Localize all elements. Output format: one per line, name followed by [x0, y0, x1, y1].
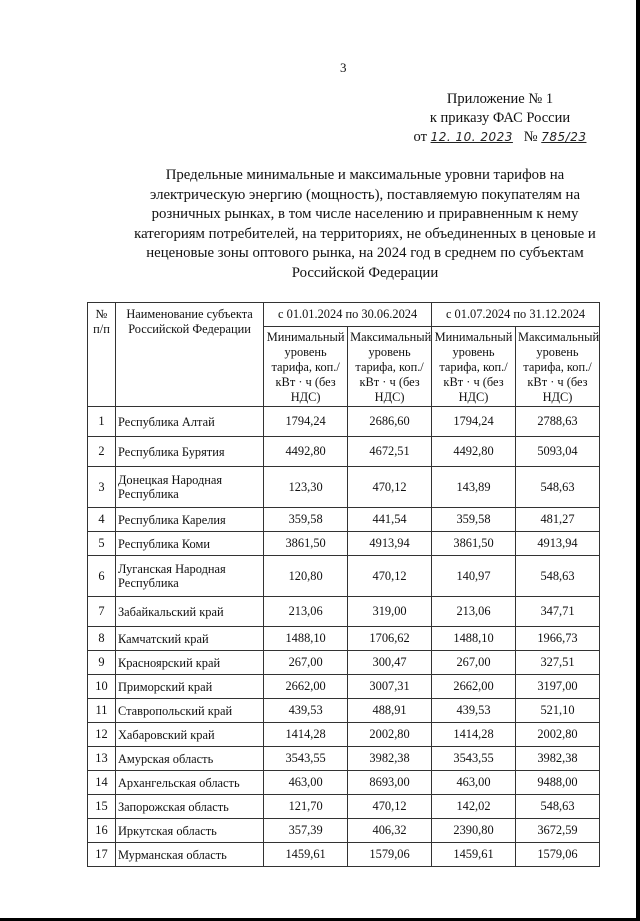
p1-max-value: 4913,94 [348, 532, 432, 556]
p2-max-value: 347,71 [515, 597, 599, 627]
appendix-title: Приложение № 1 [446, 91, 554, 107]
p2-max-value: 2002,80 [515, 723, 599, 747]
tariff-table [87, 302, 600, 867]
p2-min-value: 143,89 [432, 467, 516, 508]
p2-min-value: 3861,50 [432, 532, 516, 556]
row-number: 16 [88, 819, 116, 843]
subject-name: Архангельская область [115, 771, 263, 795]
header-period-1: с 01.01.2024 по 30.06.2024 [264, 303, 432, 327]
row-number: 2 [88, 437, 116, 467]
table-row [88, 532, 600, 556]
p1-min-value: 359,58 [264, 508, 348, 532]
p2-max-value: 2788,63 [515, 407, 599, 437]
subject-name: Республика Бурятия [115, 437, 263, 467]
p1-max-value: 470,12 [348, 556, 432, 597]
p1-min-value: 439,53 [264, 699, 348, 723]
subject-name: Забайкальский край [115, 597, 263, 627]
p1-max-value: 1706,62 [348, 627, 432, 651]
table-row [88, 699, 600, 723]
p1-min-value: 1488,10 [264, 627, 348, 651]
p2-max-value: 5093,04 [515, 437, 599, 467]
table-row [88, 843, 600, 867]
table-row [88, 407, 600, 437]
row-number: 3 [88, 467, 116, 508]
p2-min-value: 1414,28 [432, 723, 516, 747]
table-row [88, 675, 600, 699]
subject-name: Красноярский край [115, 651, 263, 675]
p1-min-value: 1794,24 [264, 407, 348, 437]
header-p1-max: Максимальный уровень тарифа, коп./кВт · ч (без НДС) [348, 327, 432, 407]
header-number: № п/п [88, 303, 116, 407]
p2-max-value: 3672,59 [515, 819, 599, 843]
appendix-date-number [414, 128, 587, 147]
p1-min-value: 357,39 [264, 819, 348, 843]
p1-min-value: 120,80 [264, 556, 348, 597]
row-number: 12 [88, 723, 116, 747]
p1-max-value: 441,54 [348, 508, 432, 532]
date-prefix: от [413, 129, 427, 145]
p1-min-value: 1414,28 [264, 723, 348, 747]
p2-max-value: 548,63 [515, 795, 599, 819]
p2-min-value: 2390,80 [432, 819, 516, 843]
document-title: Предельные минимальные и максимальные уровни тарифов на электрическую энергию (мощность), поставляемую покупателям на розничных рынках, в том числе населению и приравненным к нему категориям потребителей, на территориях, не объединенных в ценовые и неценовые зоны оптового рынка, на 2024 год в среднем по субъектам Российской Федерации [134, 167, 596, 281]
p2-max-value: 3982,38 [515, 747, 599, 771]
table-row [88, 556, 600, 597]
row-number: 6 [88, 556, 116, 597]
number-prefix: № [523, 129, 538, 145]
p1-min-value: 123,30 [264, 467, 348, 508]
p2-max-value: 4913,94 [515, 532, 599, 556]
subject-name: Республика Карелия [115, 508, 263, 532]
header-period-2: с 01.07.2024 по 31.12.2024 [432, 303, 600, 327]
p1-min-value: 213,06 [264, 597, 348, 627]
p1-max-value: 319,00 [348, 597, 432, 627]
p2-max-value: 3197,00 [515, 675, 599, 699]
p1-max-value: 2686,60 [348, 407, 432, 437]
p1-min-value: 267,00 [264, 651, 348, 675]
p2-min-value: 213,06 [432, 597, 516, 627]
p1-max-value: 3982,38 [348, 747, 432, 771]
table-row [88, 795, 600, 819]
subject-name: Луганская Народная Республика [115, 556, 263, 597]
p1-max-value: 1579,06 [348, 843, 432, 867]
table-row [88, 819, 600, 843]
subject-name: Ставропольский край [115, 699, 263, 723]
p1-min-value: 3861,50 [264, 532, 348, 556]
row-number: 1 [88, 407, 116, 437]
row-number: 9 [88, 651, 116, 675]
row-number: 7 [88, 597, 116, 627]
handwritten-number: 785/23 [541, 130, 587, 144]
p1-max-value: 300,47 [348, 651, 432, 675]
table-row [88, 771, 600, 795]
p2-max-value: 481,27 [515, 508, 599, 532]
table-row [88, 467, 600, 508]
p2-min-value: 140,97 [432, 556, 516, 597]
p2-max-value: 548,63 [515, 556, 599, 597]
subject-name: Хабаровский край [115, 723, 263, 747]
p1-max-value: 488,91 [348, 699, 432, 723]
row-number: 13 [88, 747, 116, 771]
header-p1-min: Минимальный уровень тарифа, коп./кВт · ч (без НДС) [264, 327, 348, 407]
p1-max-value: 8693,00 [348, 771, 432, 795]
row-number: 10 [88, 675, 116, 699]
appendix-order-ref: к приказу ФАС России [429, 110, 571, 126]
p1-min-value: 121,70 [264, 795, 348, 819]
appendix-header [380, 90, 620, 147]
table-row [88, 627, 600, 651]
table-row [88, 597, 600, 627]
table-row [88, 747, 600, 771]
p1-max-value: 4672,51 [348, 437, 432, 467]
p2-max-value: 1966,73 [515, 627, 599, 651]
table-row [88, 723, 600, 747]
p1-min-value: 4492,80 [264, 437, 348, 467]
p1-max-value: 470,12 [348, 467, 432, 508]
row-number: 8 [88, 627, 116, 651]
p1-max-value: 470,12 [348, 795, 432, 819]
p1-min-value: 3543,55 [264, 747, 348, 771]
p2-min-value: 267,00 [432, 651, 516, 675]
p1-min-value: 1459,61 [264, 843, 348, 867]
row-number: 5 [88, 532, 116, 556]
subject-name: Камчатский край [115, 627, 263, 651]
subject-name: Приморский край [115, 675, 263, 699]
row-number: 4 [88, 508, 116, 532]
p2-min-value: 463,00 [432, 771, 516, 795]
p2-min-value: 3543,55 [432, 747, 516, 771]
p1-max-value: 3007,31 [348, 675, 432, 699]
subject-name: Запорожская область [115, 795, 263, 819]
header-p2-max: Максимальный уровень тарифа, коп./кВт · ч (без НДС) [515, 327, 599, 407]
p2-max-value: 1579,06 [515, 843, 599, 867]
row-number: 15 [88, 795, 116, 819]
row-number: 14 [88, 771, 116, 795]
subject-name: Республика Коми [115, 532, 263, 556]
p1-min-value: 463,00 [264, 771, 348, 795]
subject-name: Республика Алтай [115, 407, 263, 437]
p2-min-value: 439,53 [432, 699, 516, 723]
p2-max-value: 521,10 [515, 699, 599, 723]
p1-max-value: 2002,80 [348, 723, 432, 747]
subject-name: Мурманская область [115, 843, 263, 867]
header-p2-min: Минимальный уровень тарифа, коп./кВт · ч (без НДС) [432, 327, 516, 407]
p2-max-value: 327,51 [515, 651, 599, 675]
header-subject-name: Наименование субъекта Российской Федерации [115, 303, 263, 407]
p2-min-value: 142,02 [432, 795, 516, 819]
table-row [88, 651, 600, 675]
p2-min-value: 4492,80 [432, 437, 516, 467]
p2-min-value: 359,58 [432, 508, 516, 532]
p2-max-value: 548,63 [515, 467, 599, 508]
subject-name: Донецкая Народная Республика [115, 467, 263, 508]
p2-min-value: 1488,10 [432, 627, 516, 651]
handwritten-date: 12. 10. 2023 [430, 130, 513, 144]
p1-max-value: 406,32 [348, 819, 432, 843]
subject-name: Амурская область [115, 747, 263, 771]
table-row [88, 508, 600, 532]
row-number: 17 [88, 843, 116, 867]
p2-max-value: 9488,00 [515, 771, 599, 795]
page-number: 3 [340, 60, 347, 75]
table-row [88, 437, 600, 467]
scan-edge-right [636, 0, 640, 921]
p2-min-value: 2662,00 [432, 675, 516, 699]
p1-min-value: 2662,00 [264, 675, 348, 699]
subject-name: Иркутская область [115, 819, 263, 843]
p2-min-value: 1794,24 [432, 407, 516, 437]
p2-min-value: 1459,61 [432, 843, 516, 867]
row-number: 11 [88, 699, 116, 723]
